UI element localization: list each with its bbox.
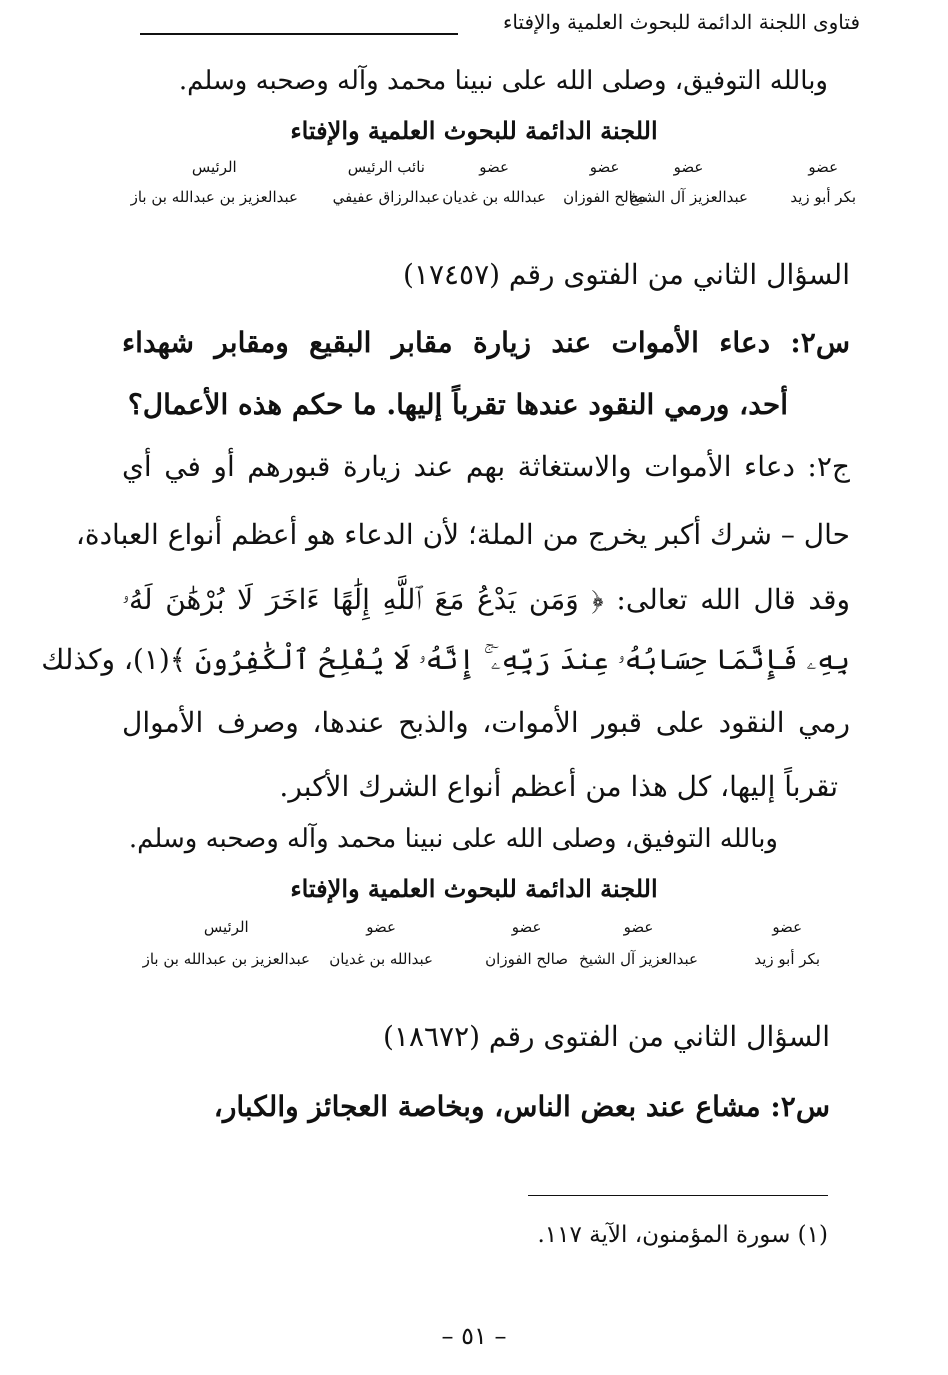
signatory-title: عضو	[511, 918, 542, 936]
footnote: (١) سورة المؤمنون، الآية ١١٧.	[537, 1222, 828, 1248]
fatwa-heading-1: السؤال الثاني من الفتوى رقم (١٧٤٥٧)	[402, 258, 850, 291]
question-line: أحد، ورمي النقود عندها تقرباً إليها. ما حكم هذه الأعمال؟	[127, 388, 788, 421]
signatory	[131, 158, 298, 206]
signatory-name: صالح الفوزان	[485, 950, 568, 968]
footnote-rule	[528, 1195, 828, 1196]
signatory-title: الرئيس	[203, 918, 249, 936]
signatory-name: بكر أبو زيد	[790, 188, 856, 206]
answer-line: تقرباً إليها، كل هذا من أعظم أنواع الشرك الأكبر.	[279, 770, 838, 803]
signatory-title: الرئيس	[191, 158, 237, 176]
signatory-name: عبدالعزيز بن عبدالله بن باز	[142, 950, 310, 968]
signatory-title: عضو	[673, 158, 704, 176]
signatory-name: صالح الفوزان	[563, 188, 646, 206]
signatory-title: عضو	[479, 158, 509, 176]
answer-line-quran: وقد قال الله تعالى: ﴿ وَمَن يَدْعُ مَعَ ٱللَّهِ إِلَٰهًا ءَاخَرَ لَا بُرْهَٰنَ لَهُۥ	[122, 583, 850, 616]
signatory	[143, 918, 310, 968]
signatory-name: عبدالعزيز بن عبدالله بن باز	[130, 188, 298, 206]
signatory-title: عضو	[772, 918, 803, 936]
signatory	[629, 158, 748, 206]
fatwa-heading-2: السؤال الثاني من الفتوى رقم (١٨٦٧٢)	[382, 1020, 830, 1053]
answer-line: رمي النقود على قبور الأموات، والذبح عندها، وصرف الأموال	[122, 706, 850, 739]
answer-line-quran: بِهِۦ فَإِنَّمَا حِسَابُهُۥ عِندَ رَبِّهِۦٓ ۚ إِنَّهُۥ لَا يُفْلِحُ ٱلْكَٰفِرُونَ ﴾(١)، وكذلك	[41, 643, 850, 676]
signatory	[442, 158, 546, 206]
signatory-name: عبدالعزيز آل الشيخ	[579, 950, 698, 968]
signatory-title: عضو	[589, 158, 620, 176]
committee-name-2: اللجنة الدائمة للبحوث العلمية والإفتاء	[290, 874, 658, 903]
signatory-name: عبدالعزيز آل الشيخ	[629, 188, 748, 206]
answer-line: ج٢: دعاء الأموات والاستغاثة بهم عند زيارة قبورهم أو في أي	[122, 450, 850, 483]
closing-formula-2: وبالله التوفيق، وصلى الله على نبينا محمد وآله وصحبه وسلم.	[128, 824, 778, 854]
signatory-title: عضو	[808, 158, 839, 176]
closing-formula-1: وبالله التوفيق، وصلى الله على نبينا محمد وآله وصحبه وسلم.	[178, 66, 828, 96]
question-line: س٢: مشاع عند بعض الناس، وبخاصة العجائز والكبار،	[213, 1090, 830, 1123]
signatory	[790, 158, 856, 206]
signatory-name: عبدالرزاق عفيفي	[332, 188, 440, 206]
signatory-name: بكر أبو زيد	[754, 950, 820, 968]
signatory	[563, 158, 646, 206]
committee-name-1: اللجنة الدائمة للبحوث العلمية والإفتاء	[290, 116, 658, 145]
signatory-name: عبدالله بن غديان	[329, 950, 433, 968]
signatory-title: عضو	[623, 918, 654, 936]
signatory	[333, 158, 440, 206]
signatory	[485, 918, 568, 968]
signatory	[754, 918, 820, 968]
answer-line: حال – شرك أكبر يخرج من الملة؛ لأن الدعاء هو أعظم أنواع العبادة،	[75, 518, 850, 551]
signatory-title: نائب الرئيس	[347, 158, 425, 176]
running-header: فتاوى اللجنة الدائمة للبحوث العلمية والإفتاء	[502, 10, 860, 34]
signatory	[329, 918, 433, 968]
question-line: س٢: دعاء الأموات عند زيارة مقابر البقيع ومقابر شهداء	[122, 326, 850, 359]
signatory-name: عبدالله بن غديان	[442, 188, 546, 206]
header-rule	[140, 33, 458, 35]
page-number: – ٥١ –	[441, 1322, 507, 1350]
signatory-title: عضو	[366, 918, 396, 936]
signatory	[579, 918, 698, 968]
